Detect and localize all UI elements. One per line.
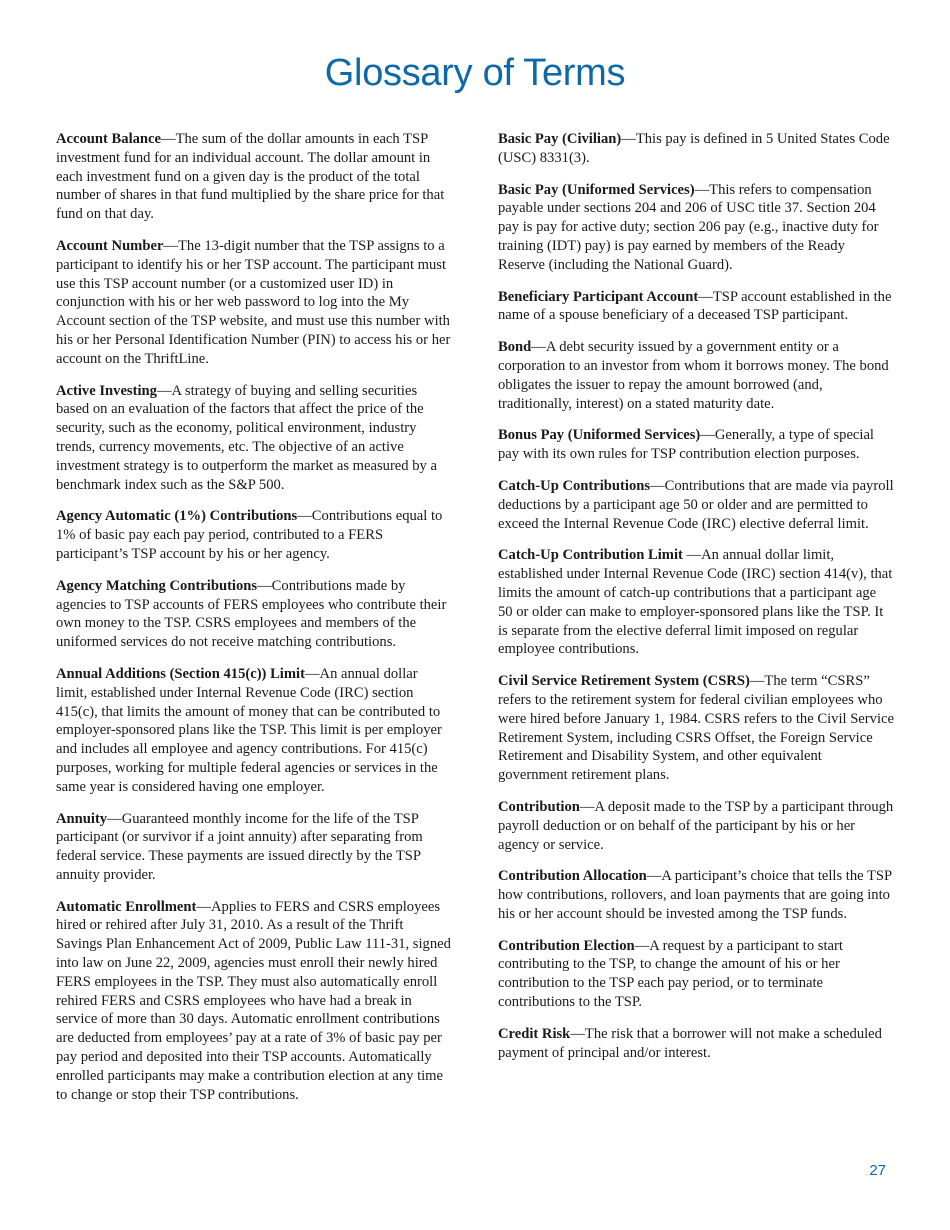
glossary-definition: —The term “CSRS” refers to the retirement system for federal civilian employees who were hired before January 1, 1984. CSRS refers to the Civil Service Retirement System, including CSRS Offset, the Foreign Service Retirement and Disability System, and other equivalent government retirement plans. [498,673,894,784]
glossary-entry-account-balance [56,130,452,224]
glossary-term: Bonus Pay (Uniformed Services) [498,427,701,444]
glossary-definition: —A request by a participant to start contributing to the TSP, to change the amount of his or her contribution to the TSP each pay period, or to terminate contributions to the TSP. [498,937,843,1011]
glossary-definition: —The risk that a borrower will not make a scheduled payment of principal and/or interest. [498,1025,882,1061]
glossary-entry-csrs [498,672,894,785]
glossary-definition: —Guaranteed monthly income for the life of the TSP participant (or survivor if a joint annuity) after separating from federal service. These payments are issued directly by the TSP annuity provider. [56,810,423,883]
glossary-entry-agency-automatic-contributions [56,507,452,563]
glossary-definition: —A deposit made to the TSP by a participant through payroll deduction or on behalf of the participant by his or her agency or service. [498,798,894,853]
glossary-right-column [498,130,894,1075]
glossary-definition: —TSP account established in the name of a spouse beneficiary of a deceased TSP participant. [498,288,892,324]
glossary-definition: —An annual dollar limit, established under Internal Revenue Code (IRC) section 415(c), that limits the amount of money that can be contributed to employer-sponsored plans like the TSP. This limit is per employer and includes all employee and agency contributions. For 415(c) purposes, working for multiple federal agencies or services in the same year is considered having one employer. [56,665,442,795]
glossary-definition: —The 13-digit number that the TSP assigns to a participant to identify his or her TSP account. The participant must use this TSP account number (or a customized user ID) in conjunction with his or her web password to log into the My Account section of the TSP website, and must use this number with his or her Personal Identification Number (PIN) to access his or her account on the ThriftLine. [56,237,451,367]
glossary-term: Basic Pay (Civilian) [498,131,622,147]
glossary-definition: —The sum of the dollar amounts in each TSP investment fund for an individual account. The dollar amount in each investment fund on a given day is the product of the total number of shares in that fund multiplied by the share price for that fund on that day. [56,131,445,223]
glossary-definition: —Contributions made by agencies to TSP accounts of FERS employees who contribute their own money to the TSP. CSRS employees and members of the uniformed services do not receive matching contributions. [56,577,447,651]
glossary-entry-basic-pay-civilian [498,130,894,168]
glossary-entry-catch-up-contribution-limit [498,546,894,659]
page-number: 27 [869,1162,886,1179]
glossary-entry-credit-risk [498,1025,894,1063]
glossary-entry-bonus-pay [498,426,894,464]
glossary-entry-contribution-allocation [498,867,894,923]
glossary-definition: —This pay is defined in 5 United States Code (USC) 8331(3). [498,131,890,166]
glossary-entry-bond [498,338,894,413]
glossary-definition: —Applies to FERS and CSRS employees hired or rehired after July 31, 2010. As a result of the Thrift Savings Plan Enhancement Act of 2009, Public Law 111-31, signed into law on June 22, 2009, agencies must enroll their newly hired FERS employees in the TSP. They must also automatically enroll rehired FERS and CSRS employees who have had a break in service of more than 30 days. Automatic enrollment contributions are deducted from employees’ pay at a rate of 3% of basic pay per pay period and deposited into their TSP accounts. Automatically enrolled participants may make a contribution election at any time to change or stop their TSP contributions. [56,898,451,1103]
glossary-entry-beneficiary-participant-account [498,288,894,326]
glossary-left-column [56,130,452,1117]
glossary-entry-agency-matching-contributions [56,577,452,652]
page-title: Glossary of Terms [324,52,626,94]
glossary-entry-annuity [56,810,452,885]
glossary-entry-contribution-election [498,937,894,1012]
glossary-entry-automatic-enrollment [56,898,452,1105]
glossary-definition: —Contributions that are made via payroll deductions by a participant age 50 or older and are permitted to exceed the Internal Revenue Code (IRC) elective deferral limit. [498,477,894,532]
glossary-definition: —An annual dollar limit, established under Internal Revenue Code (IRC) section 414(v), that limits the amount of catch-up contributions that a participant age 50 or older can make to employer-sponsored plans like the TSP. It is separate from the elective deferral limit imposed on regular employee contributions. [498,547,893,658]
glossary-definition: —A debt security issued by a government entity or a corporation to an investor from whom it borrows money. The bond obligates the issuer to repay the amount borrowed (and, traditionally, interest) on a stated maturity date. [498,339,889,412]
glossary-term: Annuity [56,810,108,827]
glossary-term: Credit Risk [498,1025,571,1042]
glossary-definition: —Contributions equal to 1% of basic pay each pay period, contributed to a FERS participant’s TSP account by his or her agency. [56,508,443,562]
glossary-term: Agency Automatic (1%) Contributions [56,508,298,525]
glossary-term: Annual Additions (Section 415(c)) Limit [56,665,305,682]
glossary-term: Contribution [498,798,580,815]
glossary-definition: —A strategy of buying and selling securities based on an evaluation of the factors that affect the price of the security, such as the economy, political environment, industry trends, currency movements, etc. The objective of an active investment strategy is to outperform the market as measured by a benchmark index such as the S&P 500. [56,382,437,493]
glossary-term: Catch-Up Contributions [498,477,651,494]
glossary-term: Account Balance [56,131,161,147]
glossary-term: Catch-Up Contribution Limit [498,547,687,564]
glossary-entry-account-number [56,237,452,369]
glossary-term: Active Investing [56,382,157,399]
glossary-term: Contribution Election [498,937,635,954]
glossary-definition: —A participant’s choice that tells the TSP how contributions, rollovers, and loan payments that are going into his or her account should be invested among the TSP funds. [498,868,892,922]
glossary-definition: —This refers to compensation payable under sections 204 and 206 of USC title 37. Section 204 pay is pay for active duty; section 206 pay (e.g., inactive duty for training (IDT) pay) is pay earned by members of the Ready Reserve (including the National Guard). [498,181,879,273]
glossary-definition: —Generally, a type of special pay with its own rules for TSP contribution election purposes. [498,427,874,463]
glossary-term: Account Number [56,237,164,254]
glossary-term: Basic Pay (Uniformed Services) [498,181,695,198]
glossary-entry-catch-up-contributions [498,477,894,533]
glossary-term: Agency Matching Contributions [56,577,258,594]
glossary-entry-contribution [498,798,894,854]
glossary-term: Automatic Enrollment [56,898,197,915]
glossary-entry-basic-pay-uniformed [498,181,894,275]
glossary-term: Civil Service Retirement System (CSRS) [498,673,750,690]
glossary-term: Beneficiary Participant Account [498,288,699,305]
glossary-entry-active-investing [56,382,452,495]
glossary-term: Bond [498,339,532,356]
glossary-entry-annual-additions-limit [56,665,452,797]
glossary-term: Contribution Allocation [498,868,647,885]
